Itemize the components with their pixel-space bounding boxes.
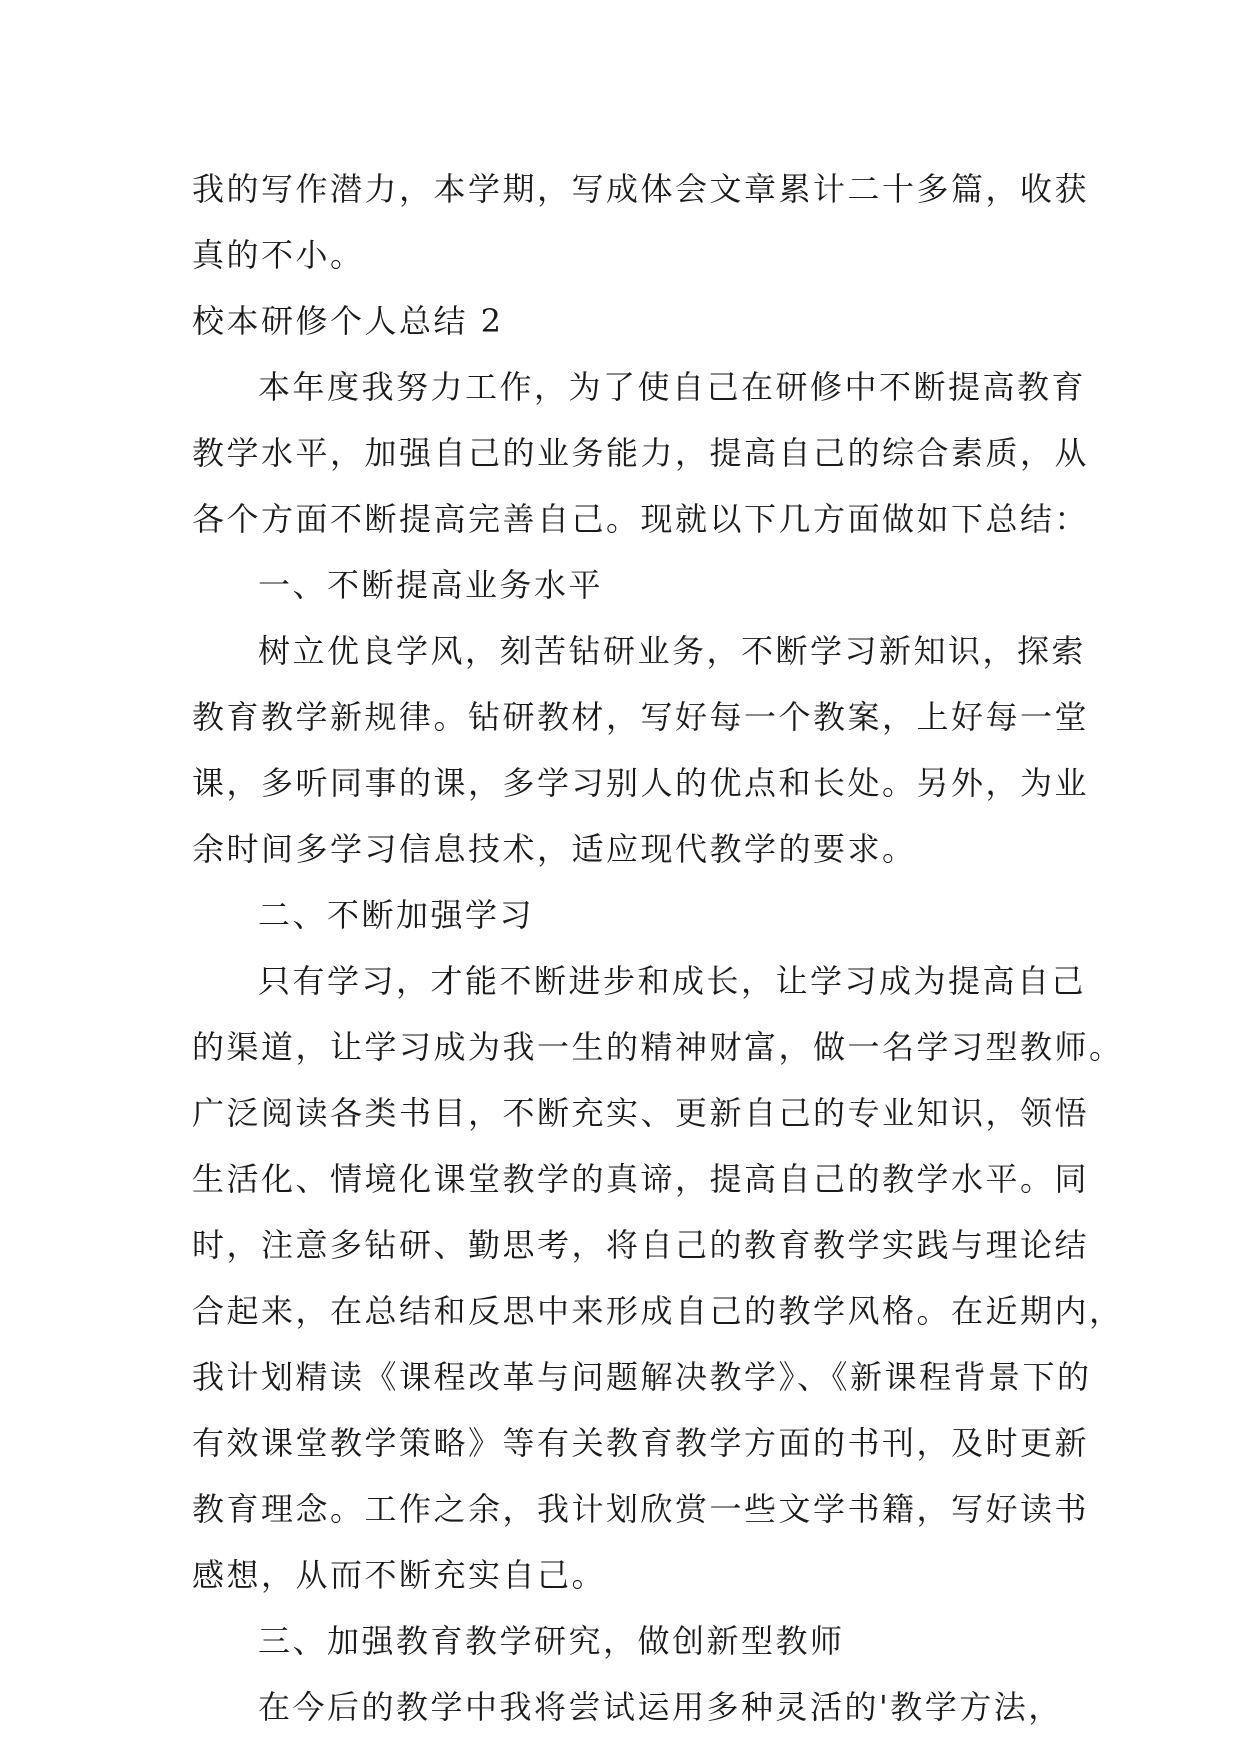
text-line: 教育教学新规律。钻研教材，写好每一个教案，上好每一堂 — [192, 698, 1090, 736]
text-line: 我计划精读《课程改革与问题解决教学》、《新课程背景下的 — [192, 1358, 1092, 1396]
section-title: 校本研修个人总结 2 — [192, 302, 504, 340]
heading-2: 二、不断加强学习 — [258, 896, 535, 934]
text-line: 有效课堂教学策略》等有关教育教学方面的书刊，及时更新 — [192, 1424, 1090, 1462]
text-line: 树立优良学风，刻苦钻研业务，不断学习新知识，探索 — [258, 632, 1087, 670]
text-line: 在今后的教学中我将尝试运用多种灵活的'教学方法， — [258, 1688, 1063, 1726]
text-line: 教育理念。工作之余，我计划欣赏一些文学书籍，写好读书 — [192, 1490, 1090, 1528]
text-line: 广泛阅读各类书目，不断充实、更新自己的专业知识，领悟 — [192, 1094, 1090, 1132]
text-line: 本年度我努力工作，为了使自己在研修中不断提高教育 — [258, 368, 1087, 406]
text-line: 的渠道，让学习成为我一生的精神财富，做一名学习型教师。 — [192, 1028, 1124, 1066]
text-line: 只有学习，才能不断进步和成长，让学习成为提高自己 — [258, 962, 1087, 1000]
text-line: 真的不小。 — [192, 236, 365, 274]
text-line: 余时间多学习信息技术，适应现代教学的要求。 — [192, 830, 917, 868]
text-line: 我的写作潜力，本学期，写成体会文章累计二十多篇，收获 — [192, 170, 1090, 208]
text-line: 感想，从而不断充实自己。 — [192, 1556, 607, 1594]
heading-1: 一、不断提高业务水平 — [258, 566, 604, 604]
text-line: 各个方面不断提高完善自己。现就以下几方面做如下总结： — [192, 500, 1090, 538]
document-page — [192, 156, 1124, 1740]
heading-3: 三、加强教育教学研究，做创新型教师 — [258, 1622, 845, 1660]
text-line: 合起来，在总结和反思中来形成自己的教学风格。在近期内， — [192, 1292, 1124, 1330]
text-line: 生活化、情境化课堂教学的真谛，提高自己的教学水平。同 — [192, 1160, 1090, 1198]
text-line: 课，多听同事的课，多学习别人的优点和长处。另外，为业 — [192, 764, 1090, 802]
text-line: 教学水平，加强自己的业务能力，提高自己的综合素质，从 — [192, 434, 1090, 472]
text-line: 时，注意多钻研、勤思考，将自己的教育教学实践与理论结 — [192, 1226, 1090, 1264]
